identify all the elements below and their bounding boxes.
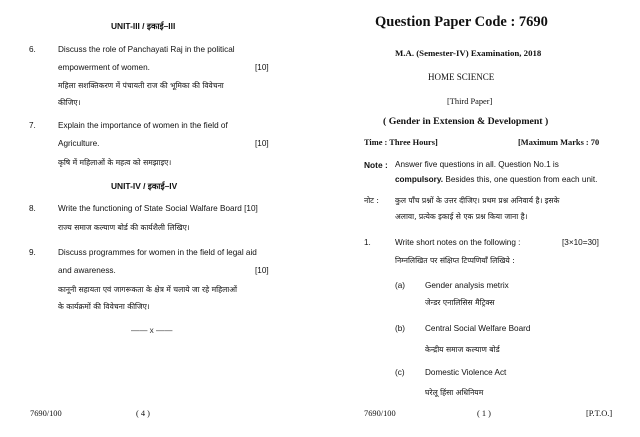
q6-hindi-line1: महिला सशक्तिकरण में पंचायती राज की भूमिका की विवेचना <box>58 81 224 90</box>
paper-code-title: Question Paper Code : 7690 <box>375 14 548 30</box>
q7-number: 7. <box>29 121 36 130</box>
q1-number: 1. <box>364 238 371 247</box>
maximum-marks: [Maximum Marks : 70 <box>518 138 600 147</box>
q7-marks: [10] <box>255 139 269 148</box>
q1-part-b-label: (b) <box>395 324 406 333</box>
exam-name: M.A. (Semester-IV) Examination, 2018 <box>395 48 542 58</box>
pto-mark: [P.T.O.] <box>586 409 613 418</box>
q6-text-line2: empowerment of women. <box>58 63 150 72</box>
q1-part-a-label: (a) <box>395 281 406 290</box>
note-label: Note : <box>364 160 388 170</box>
q1-part-a-hindi: जेन्डर एनालिसिस मैट्रिक्स <box>425 298 495 307</box>
note-compulsory: compulsory. <box>395 175 444 184</box>
right-footer-code: 7690/100 <box>364 409 396 418</box>
right-page <box>320 0 640 437</box>
q8-hindi-line1: राज्य समाज कल्याण बोर्ड की कार्यशैली लिखिए। <box>58 223 190 232</box>
q1-hindi-line1: निम्नलिखित पर संक्षिप्त टिप्पणियाँ लिखिये : <box>395 256 515 265</box>
q6-marks: [10] <box>255 63 269 72</box>
left-footer-code: 7690/100 <box>30 409 62 418</box>
note-line2 <box>395 175 597 184</box>
subject-name: HOME SCIENCE <box>428 72 495 82</box>
hindi-note-line1: कुल पाँच प्रश्नों के उत्तर दीजिए। प्रथम प्रश्न अनिवार्य है। इसके <box>395 196 560 205</box>
time-allowed: Time : Three Hours] <box>364 138 438 147</box>
q9-text-line1: Discuss programmes for women in the field of legal aid <box>58 248 257 257</box>
q1-part-c-hindi: घरेलू हिंसा अधिनियम <box>425 388 484 397</box>
q7-hindi-line1: कृषि में महिलाओं के महत्व को समझाइए। <box>58 158 172 167</box>
q1-marks: [3×10=30] <box>562 238 599 247</box>
q9-number: 9. <box>29 248 36 257</box>
q1-part-b-text: Central Social Welfare Board <box>425 324 531 333</box>
hindi-note-label: नोट : <box>364 196 379 205</box>
end-mark: —— x —— <box>131 326 173 335</box>
q9-text-line2: and awareness. <box>58 266 116 275</box>
unit4-heading: UNIT-IV / इकाई–IV <box>111 181 178 191</box>
note-line2-rest: Besides this, one question from each unit. <box>443 175 598 184</box>
q8-text-line1: Write the functioning of State Social Walfare Board [10] <box>58 204 258 213</box>
q8-number: 8. <box>29 204 36 213</box>
q6-hindi-line2: कीजिए। <box>58 98 81 107</box>
paper-number: [Third Paper] <box>447 97 493 106</box>
unit3-heading: UNIT-III / इकाई–III <box>111 21 176 31</box>
paper-title: ( Gender in Extension & Development ) <box>383 116 549 127</box>
q9-hindi-line2: के कार्यक्रमों की विवेचना कीजिए। <box>58 302 150 311</box>
q6-number: 6. <box>29 45 36 54</box>
q1-part-c-label: (c) <box>395 368 405 377</box>
right-footer-page-number: ( 1 ) <box>477 409 491 418</box>
q9-hindi-line1: कानूनी सहायता एवं जागरूकता के क्षेत्र में चलाये जा रहे महिलाओं <box>58 285 237 294</box>
q6-text-line1: Discuss the role of Panchayati Raj in the political <box>58 45 235 54</box>
q1-part-b-hindi: केन्द्रीय समाज कल्याण बोर्ड <box>425 345 500 354</box>
q7-text-line2: Agriculture. <box>58 139 100 148</box>
left-footer-page-number: ( 4 ) <box>136 409 150 418</box>
note-line1: Answer five questions in all. Question No.1 is <box>395 160 559 169</box>
q1-part-c-text: Domestic Violence Act <box>425 368 507 377</box>
q7-text-line1: Explain the importance of women in the field of <box>58 121 228 130</box>
q9-marks: [10] <box>255 266 269 275</box>
q1-text-line1: Write short notes on the following : <box>395 238 521 247</box>
q1-part-a-text: Gender analysis metrix <box>425 281 509 290</box>
hindi-note-line2: अलावा, प्रत्येक इकाई से एक प्रश्न किया जाना है। <box>395 212 528 221</box>
